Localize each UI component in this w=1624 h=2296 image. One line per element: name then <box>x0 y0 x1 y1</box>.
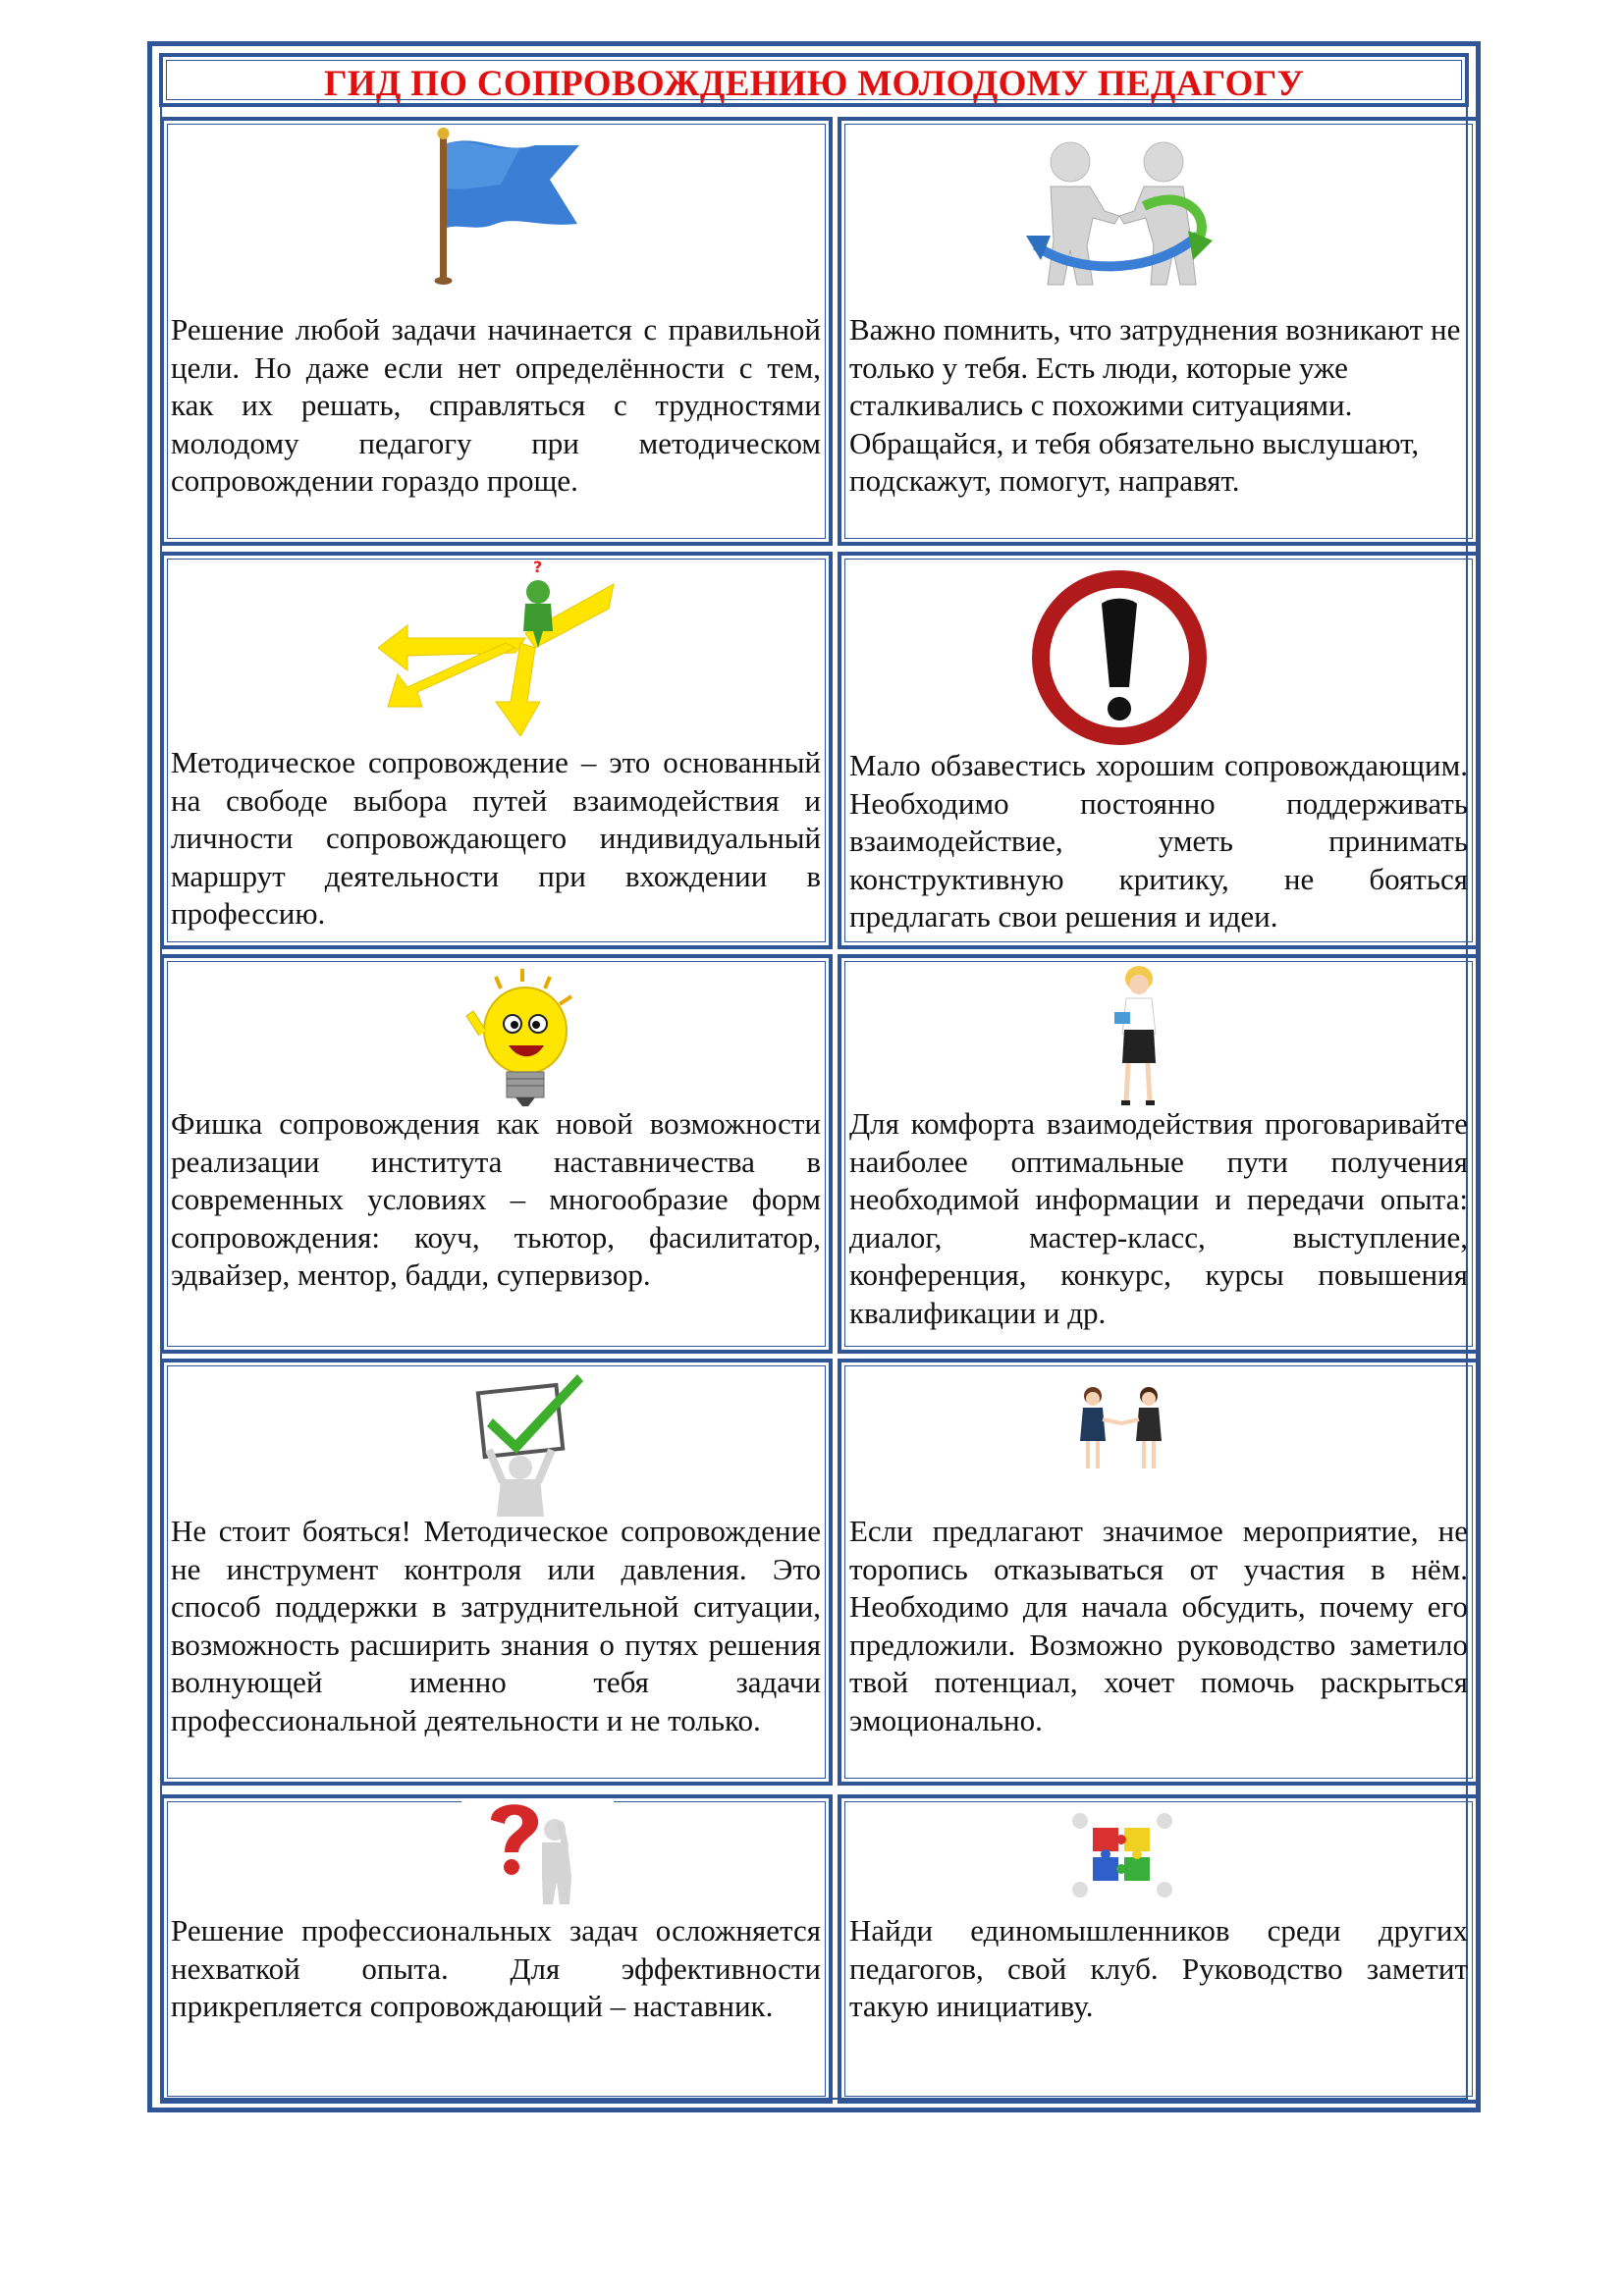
card-5-text: Фишка сопровождения как новой возможности реализации института наставничества в современных условиях – многообразие форм сопровождения: коуч, тьютор, фасилитатор, эдвайзер, ментор, бадди, супервизор. <box>171 1106 821 1292</box>
card-1-text: Решение любой задачи начинается с правильной цели. Но даже если нет определённости с тем, как их решать, справляться с трудностями молодому педагогу при методическом сопровождении гораздо проще. <box>171 312 821 498</box>
lightbulb-idea-icon <box>461 967 589 1109</box>
handshake-people-icon <box>1016 137 1222 290</box>
checkmark-person-icon <box>461 1369 594 1517</box>
card-6-text: Для комфорта взаимодействия проговаривайте наиболее оптимальные пути получения необходимой информации и передачи опыта: диалог, мастер-класс, выступление, конференция, конкурс, курсы повышения квалификации и др. <box>849 1106 1468 1330</box>
card-9-text: Решение профессиональных задач осложняется нехваткой опыта. Для эффективности прикрепляется сопровождающий – наставник. <box>171 1913 821 2023</box>
page-title: ГИД ПО СОПРОВОЖДЕНИЮ МОЛОДОМУ ПЕДАГОГУ <box>323 64 1305 104</box>
card-3-text: Методическое сопровождение – это основанный на свободе выбора путей взаимодействия и личности сопровождающего индивидуальный маршрут деятельности при вхождении в профессию. <box>171 745 821 931</box>
businesswoman-icon <box>1105 965 1173 1112</box>
card-10-text: Найди единомышленников среди других педагогов, свой клуб. Руководство заметит такую инициативу. <box>849 1913 1468 2023</box>
exclamation-circle-icon <box>1031 569 1208 746</box>
two-women-handshake-icon <box>1068 1384 1176 1472</box>
card-8-text: Если предлагают значимое мероприятие, не торопись отказываться от участия в нём. Необходимо для начала обсудить, почему его предложили. Возможно руководство заметило твой потенциал, хочет помочь раскрыться эмоционально. <box>849 1514 1468 1737</box>
question-mark-person-icon <box>461 1798 614 1906</box>
svg-text:?: ? <box>533 558 543 576</box>
card-7-text: Не стоит бояться! Методическое сопровождение не инструмент контроля или давления. Это способ поддержки в затруднительной ситуации, возможность расширить знания о путях решения волнующей именно тебя задачи профессиональной деятельности и не только. <box>171 1514 821 1737</box>
title-box <box>159 53 1469 107</box>
puzzle-people-icon <box>1058 1806 1186 1904</box>
card-4-text: Мало обзавестись хорошим сопровождающим. Необходимо постоянно поддерживать взаимодействие, уметь принимать конструктивную критику, не бояться предлагать свои решения и идеи. <box>849 748 1468 934</box>
card-2-text: Важно помнить, что затруднения возникают не только у тебя. Есть люди, которые уже сталкивались с похожими ситуациями. Обращайся, и тебя обязательно выслушают, подскажут, помогут, направят. <box>849 312 1461 498</box>
crossroads-arrows-icon <box>378 555 619 736</box>
flag-icon <box>422 126 589 288</box>
